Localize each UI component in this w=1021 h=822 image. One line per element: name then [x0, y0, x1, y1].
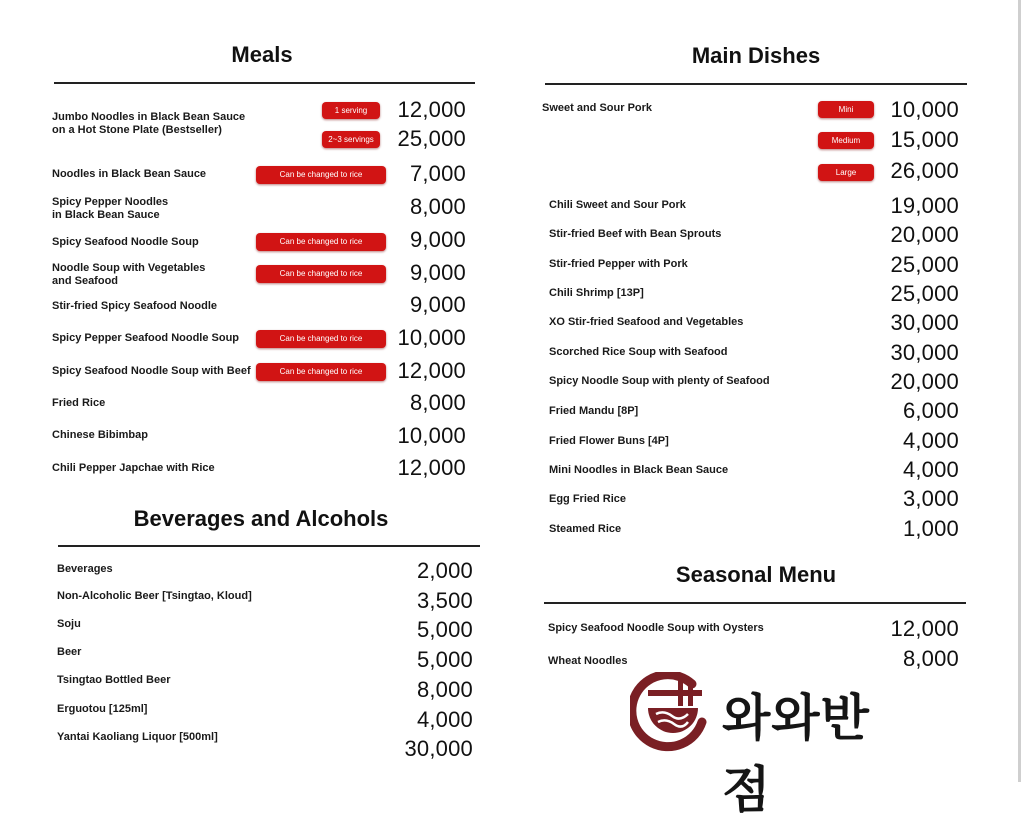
menu-item-price: 4,000	[902, 428, 959, 453]
main-dishes-rule	[545, 83, 967, 85]
menu-item-price: 12,000	[890, 616, 959, 641]
menu-item-price: 1,000	[902, 516, 959, 541]
menu-item-price: 4,000	[416, 707, 473, 732]
menu-item-price: 9,000	[409, 292, 466, 317]
menu-item-name: Egg Fried Rice	[549, 493, 627, 505]
meals-title: Meals	[231, 42, 293, 67]
menu-item-name: Mini Noodles in Black Bean Sauce	[549, 464, 729, 476]
menu-item-name: Chili Shrimp [13P]	[549, 287, 644, 299]
rice-option-badge: Can be changed to rice	[256, 363, 386, 381]
menu-item-name: Non-Alcoholic Beer [Tsingtao, Kloud]	[57, 590, 252, 602]
menu-item-price: 26,000	[890, 158, 959, 183]
menu-item-name: XO Stir-fried Seafood and Vegetables	[549, 316, 744, 328]
menu-item-name: Chili Sweet and Sour Pork	[549, 199, 686, 211]
menu-item-name: Wheat Noodles	[548, 655, 628, 667]
size-badge: Mini	[818, 101, 874, 118]
rice-option-badge: Can be changed to rice	[256, 233, 386, 251]
menu-item-price: 25,000	[890, 252, 959, 277]
menu-item-price: 2,000	[416, 558, 473, 583]
menu-item-price: 8,000	[902, 646, 959, 671]
menu-item-price: 30,000	[404, 736, 473, 761]
menu-item-price: 10,000	[890, 97, 959, 122]
menu-item-price: 8,000	[409, 390, 466, 415]
menu-item-price: 9,000	[409, 227, 466, 252]
size-badge: Medium	[818, 132, 874, 149]
menu-item-name: Beverages	[57, 563, 113, 575]
menu-item-name: Steamed Rice	[549, 523, 622, 535]
menu-item-price: 4,000	[902, 457, 959, 482]
menu-item-name: Jumbo Noodles in Black Bean Sauce on a Hot Stone Plate (Bestseller)	[52, 111, 246, 136]
menu-item-price: 12,000	[397, 455, 466, 480]
rice-option-badge: Can be changed to rice	[256, 166, 386, 184]
menu-item-price: 15,000	[890, 127, 959, 152]
menu-item-price: 25,000	[890, 281, 959, 306]
menu-item-name: Fried Mandu [8P]	[549, 405, 639, 417]
menu-item-price: 3,000	[902, 486, 959, 511]
menu-item-price: 12,000	[397, 97, 466, 122]
menu-item-price: 7,000	[409, 161, 466, 186]
menu-item-name: Spicy Pepper Noodles in Black Bean Sauce	[52, 196, 169, 221]
menu-item-name: Tsingtao Bottled Beer	[57, 674, 171, 686]
size-badge: Large	[818, 164, 874, 181]
menu-item-name: Stir-fried Spicy Seafood Noodle	[52, 300, 218, 312]
menu-item-price: 25,000	[397, 126, 466, 151]
beverages-rule	[58, 545, 480, 547]
menu-item-name: Noodle Soup with Vegetables and Seafood	[52, 262, 206, 287]
menu-item-name: Spicy Noodle Soup with plenty of Seafood	[549, 375, 770, 387]
menu-item-name: Soju	[57, 618, 81, 630]
menu-item-name: Chili Pepper Japchae with Rice	[52, 462, 215, 474]
serving-badge: 2~3 servings	[322, 131, 380, 148]
menu-item-name: Stir-fried Pepper with Pork	[549, 258, 688, 270]
menu-item-name: Spicy Seafood Noodle Soup	[52, 236, 199, 248]
menu-item-price: 6,000	[902, 398, 959, 423]
menu-item-name: Erguotou [125ml]	[57, 703, 148, 715]
menu-item-name: Scorched Rice Soup with Seafood	[549, 346, 728, 358]
restaurant-logo	[630, 672, 900, 819]
menu-item-price: 30,000	[890, 310, 959, 335]
menu-item-price: 10,000	[397, 325, 466, 350]
logo-text: 와와반점	[722, 689, 870, 819]
main-dishes-title: Main Dishes	[691, 43, 821, 68]
menu-item-price: 20,000	[890, 369, 959, 394]
menu-item-name: Spicy Seafood Noodle Soup with Beef	[52, 365, 251, 377]
menu-item-price: 5,000	[416, 617, 473, 642]
menu-item-name: Chinese Bibimbap	[52, 429, 148, 441]
menu-item-name: Spicy Pepper Seafood Noodle Soup	[52, 332, 240, 344]
menu-item-name: Stir-fried Beef with Bean Sprouts	[549, 228, 722, 240]
menu-item-price: 20,000	[890, 222, 959, 247]
menu-item-name: Yantai Kaoliang Liquor [500ml]	[57, 731, 218, 743]
menu-item-price: 12,000	[397, 358, 466, 383]
menu-item-price: 19,000	[890, 193, 959, 218]
menu-item-name: Spicy Seafood Noodle Soup with Oysters	[548, 622, 764, 634]
seasonal-rule	[544, 602, 966, 604]
menu-item-name: Fried Rice	[52, 397, 106, 409]
menu-item-name: Fried Flower Buns [4P]	[549, 435, 669, 447]
menu-item-price: 8,000	[416, 677, 473, 702]
menu-item-name: Beer	[57, 646, 82, 658]
menu-item-name: Sweet and Sour Pork	[542, 102, 653, 114]
noodle-bowl-logo-icon	[630, 672, 712, 754]
menu-item-price: 8,000	[409, 194, 466, 219]
menu-item-price: 30,000	[890, 340, 959, 365]
menu-item-price: 5,000	[416, 647, 473, 672]
beverages-title: Beverages and Alcohols	[133, 506, 389, 531]
menu-item-name: Noodles in Black Bean Sauce	[52, 168, 207, 180]
rice-option-badge: Can be changed to rice	[256, 265, 386, 283]
rice-option-badge: Can be changed to rice	[256, 330, 386, 348]
menu-item-price: 10,000	[397, 423, 466, 448]
menu-item-price: 3,500	[416, 588, 473, 613]
menu-item-price: 9,000	[409, 260, 466, 285]
serving-badge: 1 serving	[322, 102, 380, 119]
meals-rule	[54, 82, 475, 84]
seasonal-title: Seasonal Menu	[675, 562, 837, 587]
